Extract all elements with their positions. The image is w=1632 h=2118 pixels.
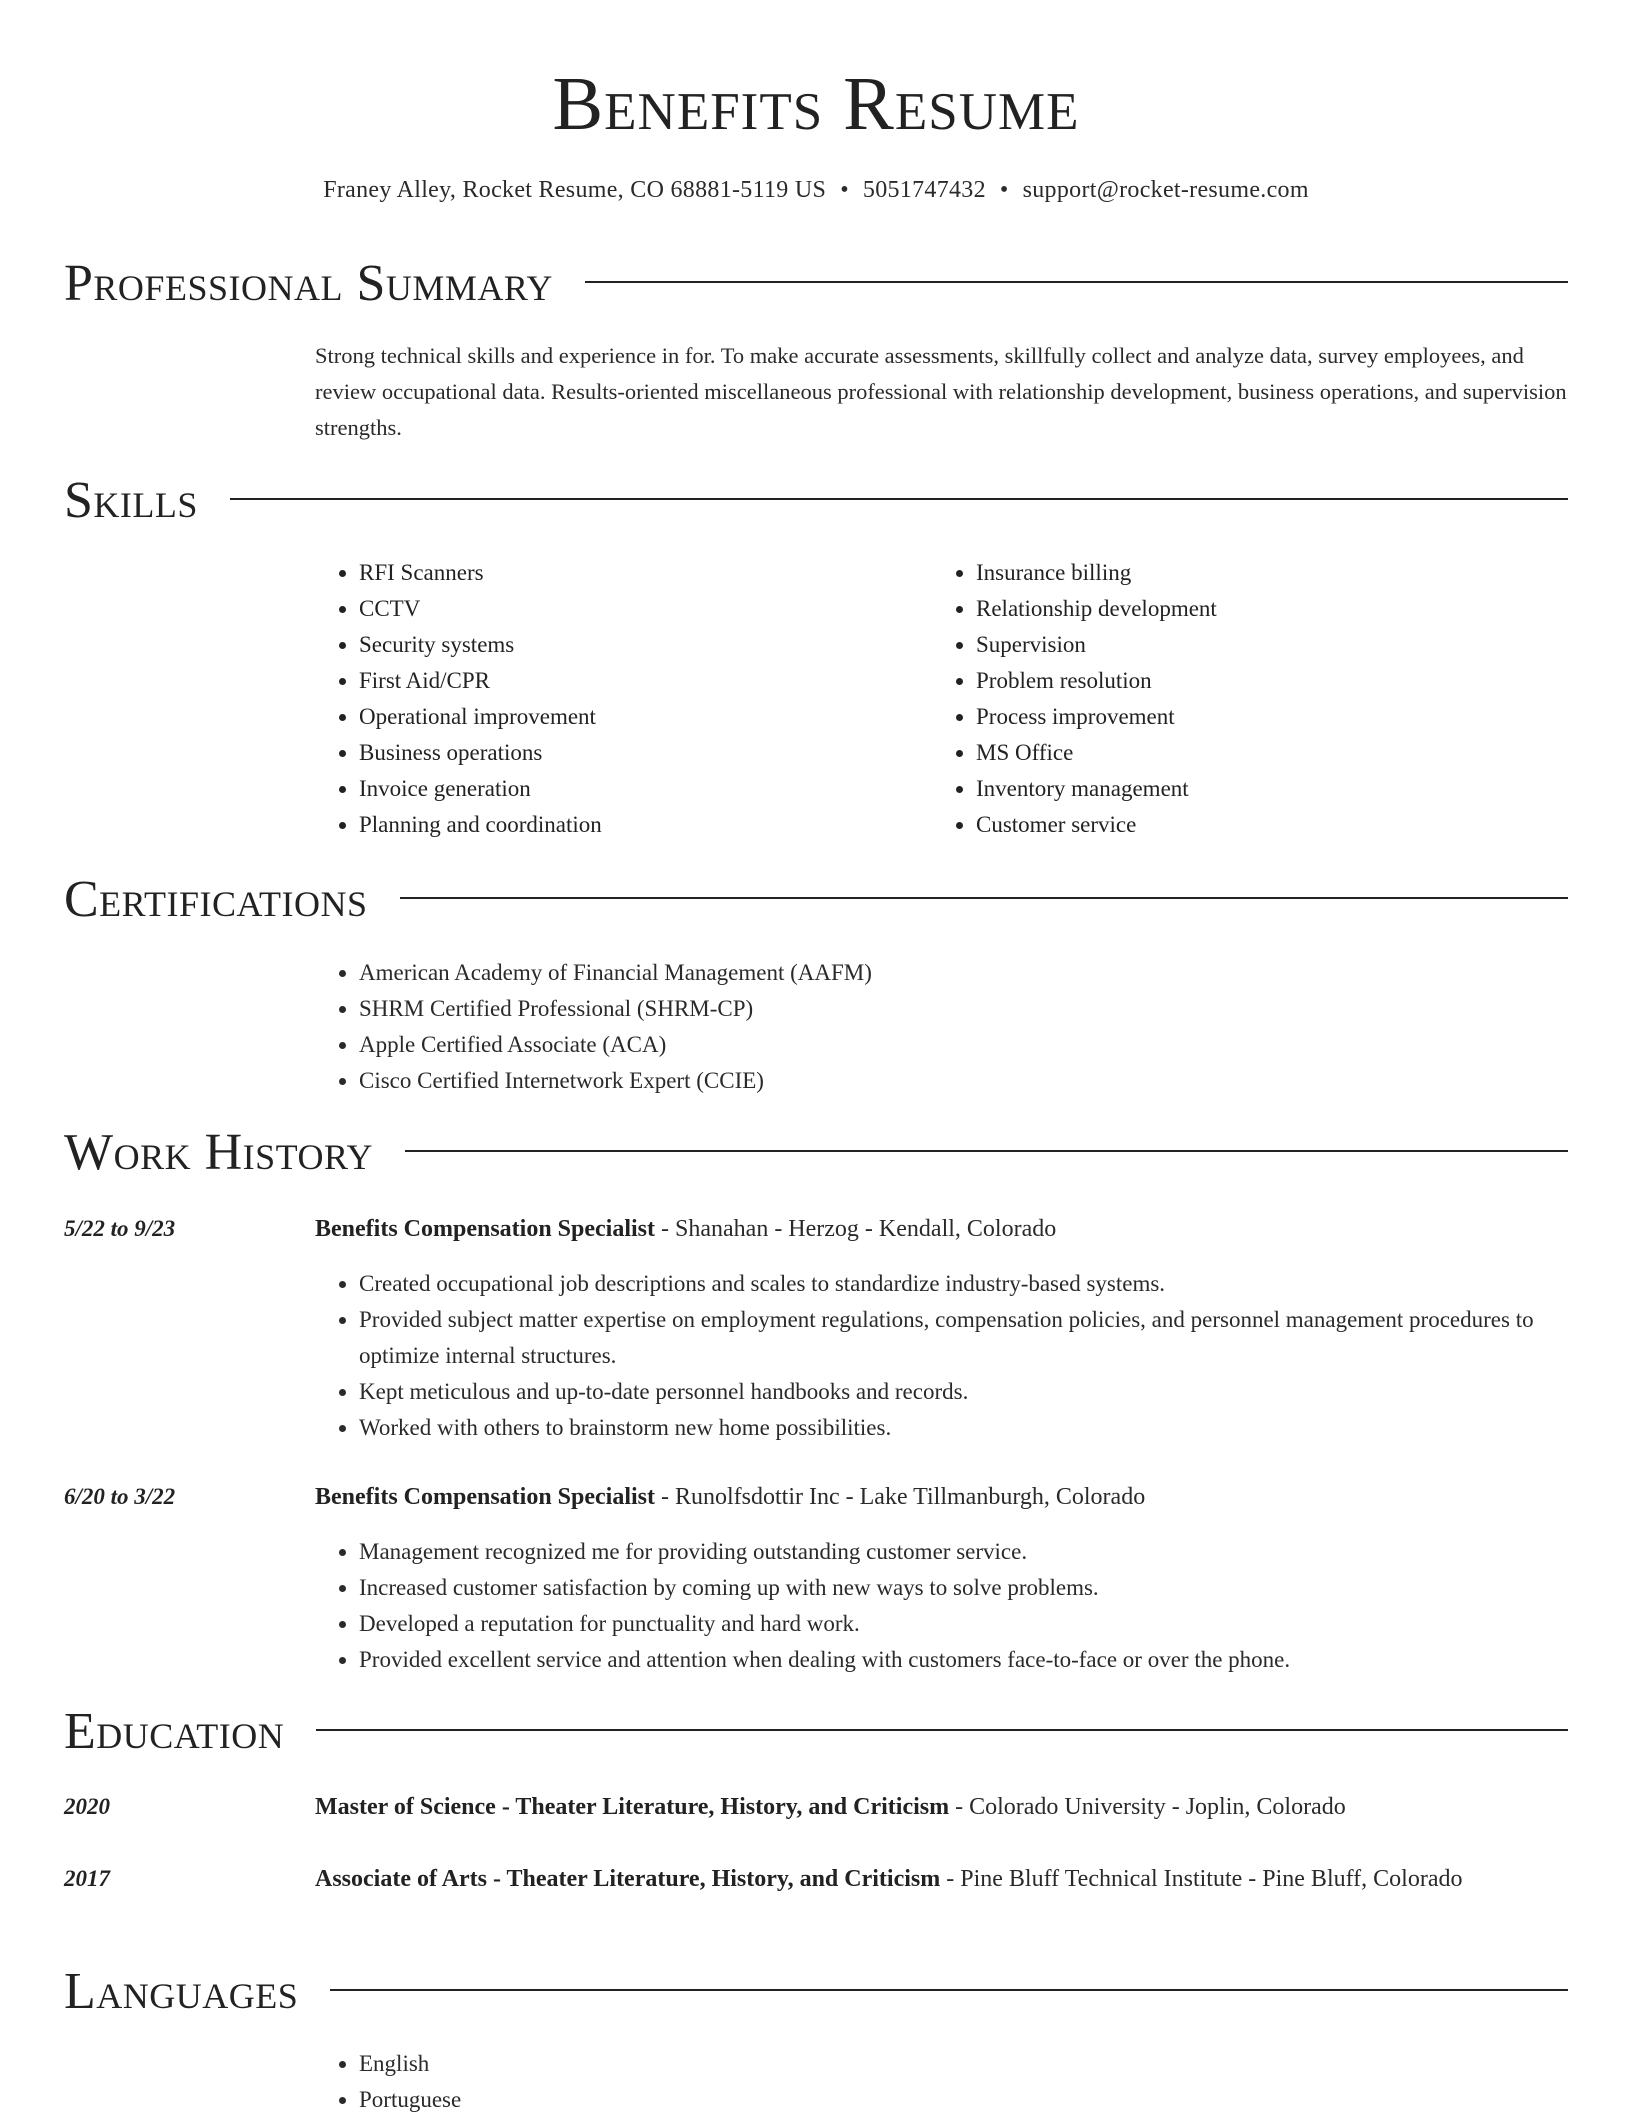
education-heading [315,1860,1568,1898]
job-bullets [315,1266,1568,1446]
section-header-languages [64,1960,1568,2024]
job-bullet: • Provided excellent service and attention when dealing with customers face-to-face or over the phone. [359,1642,1568,1678]
section-divider [585,281,1568,283]
summary-text: Strong technical skills and experience in for. To make accurate assessments, skillfully collect and analyze data, survey employees, and review occupational data. Results-oriented miscellaneous professional with relationship development, business operations, and supervision strengths. [315,343,1567,440]
resume-name: Benefits Resume [552,62,1080,146]
section-title-languages: Languages [64,1963,299,2020]
skill-item: • Customer service [976,807,1532,843]
certification-item: • Cisco Certified Internetwork Expert (CCIE) [359,1063,1568,1099]
skill-item: • Relationship development [976,591,1532,627]
summary-block [315,338,1568,446]
section-divider [330,1989,1568,1991]
skill-item: • First Aid/CPR [359,663,915,699]
section-title-education: Education [64,1703,285,1760]
certifications-block [315,955,1568,1099]
language-item: • Portuguese [359,2082,1568,2118]
language-item: • English [359,2046,1568,2082]
contact-separator: • [999,177,1009,203]
skill-item: • Operational improvement [359,699,915,735]
section-header-education [64,1700,1568,1764]
education-year: 2017 [64,1866,110,1891]
education-details: - Pine Bluff Technical Institute - Pine Bluff, Colorado [940,1866,1463,1892]
skill-item: • Problem resolution [976,663,1532,699]
job-bullet: • Management recognized me for providing outstanding customer service. [359,1534,1568,1570]
section-title-certifications: Certifications [64,871,368,928]
contact-separator: • [840,177,849,203]
skill-item: • MS Office [976,735,1532,771]
certification-item: • American Academy of Financial Management (AAFM) [359,955,1568,991]
job-dates: 5/22 to 9/23 [64,1216,176,1241]
job-bullet: • Worked with others to brainstorm new home possibilities. [359,1410,1568,1446]
skill-item: • Supervision [976,627,1532,663]
certification-item: • Apple Certified Associate (ACA) [359,1027,1568,1063]
skills-list-left [315,555,915,843]
education-details: - Colorado University - Joplin, Colorado [949,1794,1346,1820]
section-divider [230,498,1568,500]
job-details: - Runolfsdottir Inc - Lake Tillmanburgh, Colorado [655,1484,1146,1510]
skill-item: • Planning and coordination [359,807,915,843]
job-dates: 6/20 to 3/22 [64,1484,176,1509]
contact-address: Franey Alley, Rocket Resume, CO 68881-5119 US [323,177,827,203]
section-title-work-history: Work History [64,1124,374,1181]
languages-block [315,2046,1568,2118]
job-heading [315,1210,1568,1248]
job-bullet: • Developed a reputation for punctuality and hard work. [359,1606,1568,1642]
skill-item: • Insurance billing [976,555,1532,591]
skill-item: • Invoice generation [359,771,915,807]
education-heading [315,1788,1568,1826]
certification-item: • SHRM Certified Professional (SHRM-CP) [359,991,1568,1027]
job-bullets [315,1534,1568,1678]
job-bullet: • Provided subject matter expertise on employment regulations, compensation policies, and personnel management procedures to optimize internal structures. [359,1302,1568,1374]
job-bullet: • Kept meticulous and up-to-date personnel handbooks and records. [359,1374,1568,1410]
section-header-certifications [64,868,1568,932]
section-header-skills [64,469,1568,533]
section-title-skills: Skills [64,472,198,529]
section-header-work-history [64,1121,1568,1185]
job-role: Benefits Compensation Specialist [315,1216,656,1242]
section-divider [400,897,1568,899]
job-heading [315,1478,1568,1516]
skill-item: • CCTV [359,591,915,627]
education-year: 2020 [64,1794,110,1819]
skills-list-right [932,555,1532,843]
section-divider [316,1729,1568,1731]
skill-item: • Inventory management [976,771,1532,807]
section-title-summary: Professional Summary [64,255,553,312]
job-details: - Shanahan - Herzog - Kendall, Colorado [655,1216,1057,1242]
section-header-summary [64,252,1568,316]
contact-line [64,174,1568,206]
section-divider [405,1150,1568,1152]
skill-item: • Business operations [359,735,915,771]
job-role: Benefits Compensation Specialist [315,1484,656,1510]
skill-item: • Security systems [359,627,915,663]
education-degree: Associate of Arts - Theater Literature, History, and Criticism [315,1866,941,1892]
job-bullet: • Created occupational job descriptions and scales to standardize industry-based systems. [359,1266,1568,1302]
job-bullet: • Increased customer satisfaction by coming up with new ways to solve problems. [359,1570,1568,1606]
contact-phone[interactable]: 5051747432 [862,177,986,203]
skill-item: • RFI Scanners [359,555,915,591]
education-degree: Master of Science - Theater Literature, History, and Criticism [315,1794,950,1820]
skill-item: • Process improvement [976,699,1532,735]
contact-email[interactable]: support@rocket-resume.com [1022,177,1309,203]
